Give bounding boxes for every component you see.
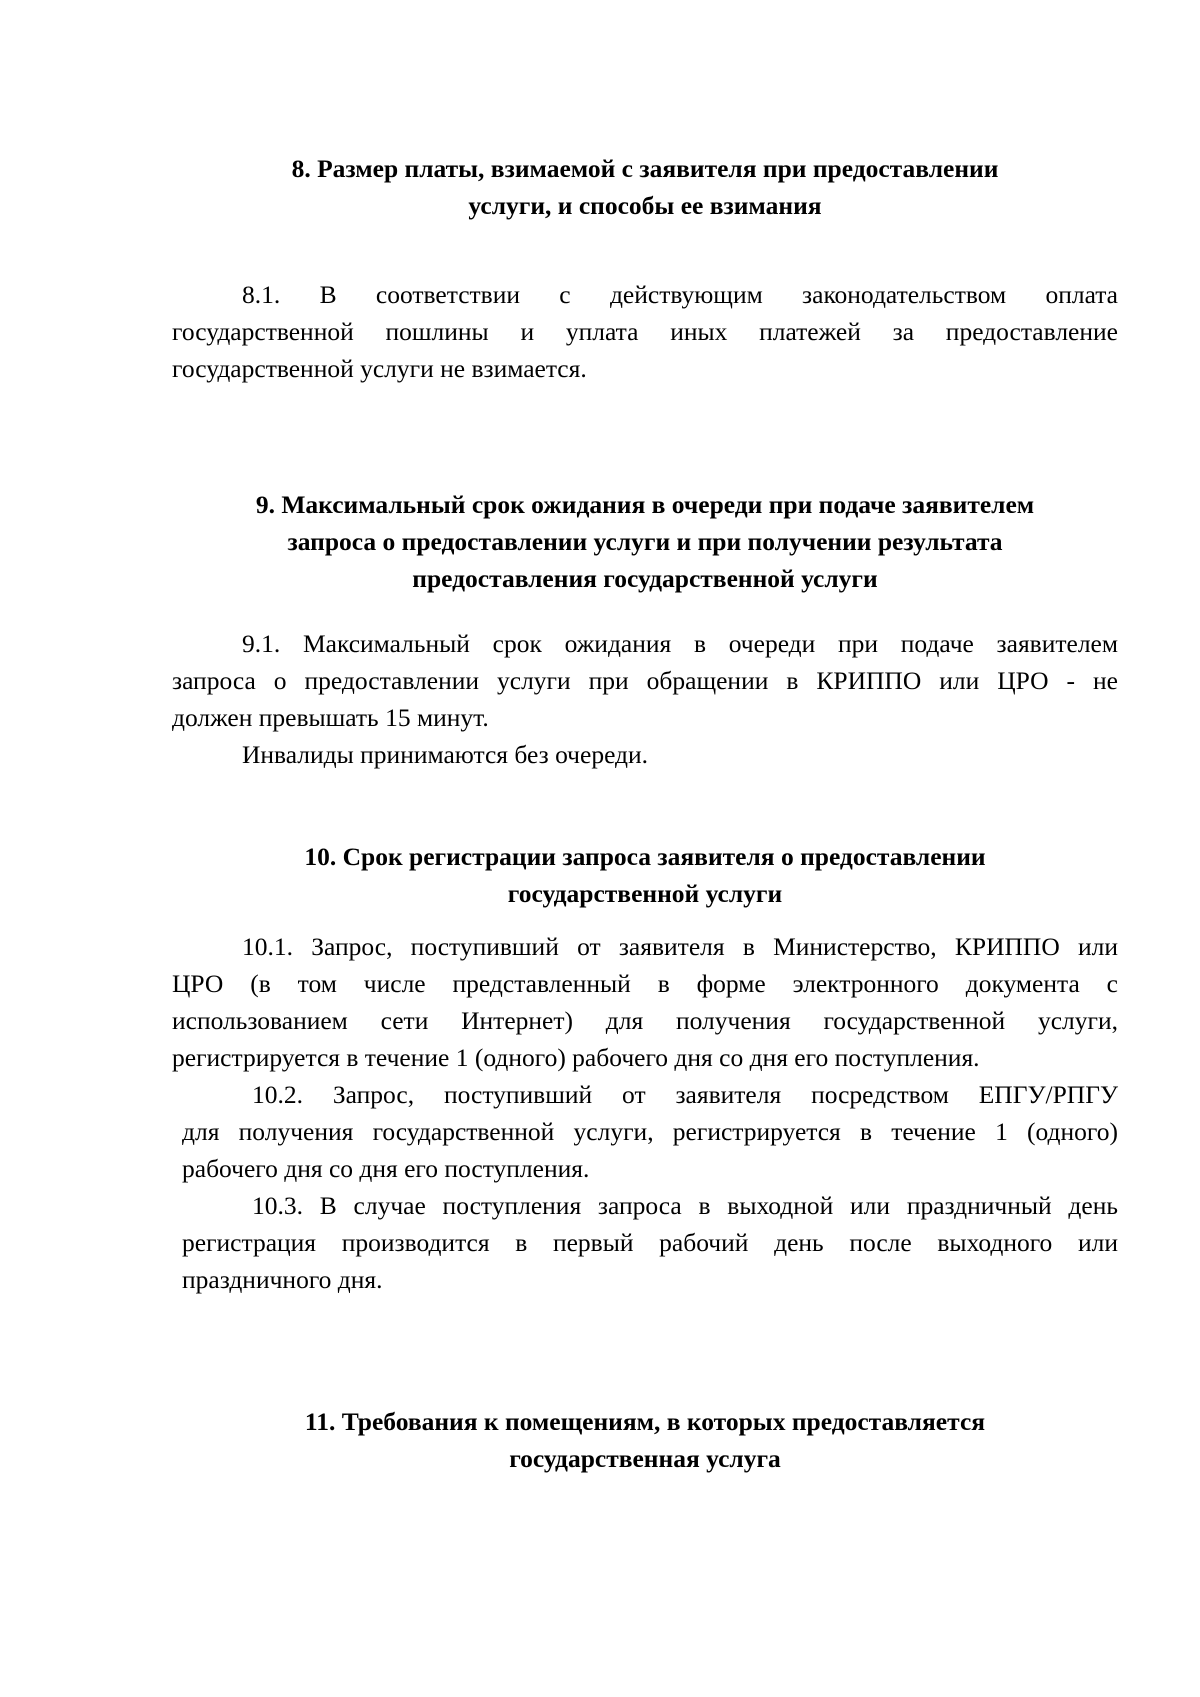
paragraph-line: праздничного дня. — [182, 1265, 383, 1294]
paragraph-8-1 — [172, 276, 1118, 387]
paragraph-line: ЦРО (в том числе представленный в форме электронного документа с — [172, 969, 1118, 998]
paragraph-line: должен превышать 15 минут. — [172, 703, 489, 732]
heading-line: 8. Размер платы, взимаемой с заявителя при предоставлении — [291, 154, 999, 183]
heading-line: 11. Требования к помещениям, в которых предоставляется — [304, 1407, 986, 1436]
paragraph-9-1 — [172, 625, 1118, 736]
paragraph-line: государственной услуги не взимается. — [172, 354, 587, 383]
paragraph-line: регистрируется в течение 1 (одного) рабочего дня со дня его поступления. — [172, 1043, 980, 1072]
paragraph-line: 8.1. В соответствии с действующим законодательством оплата — [242, 280, 1118, 309]
heading-line: 10. Срок регистрации запроса заявителя о предоставлении — [304, 842, 986, 871]
paragraph-10-1 — [172, 928, 1118, 1076]
paragraph-line: запроса о предоставлении услуги при обращении в КРИППО или ЦРО - не — [172, 666, 1118, 695]
section-9-heading — [172, 486, 1118, 597]
heading-line: предоставления государственной услуги — [412, 564, 878, 593]
heading-line: 9. Максимальный срок ожидания в очереди при подаче заявителем — [255, 490, 1035, 519]
paragraph-line: регистрация производится в первый рабочий день после выходного или — [182, 1228, 1118, 1257]
heading-line: запроса о предоставлении услуги и при получении результата — [287, 527, 1003, 556]
heading-line: государственная услуга — [509, 1444, 781, 1473]
paragraph-line: рабочего дня со дня его поступления. — [182, 1154, 590, 1183]
section-11-heading — [172, 1403, 1118, 1477]
section-8-heading — [172, 150, 1118, 224]
paragraph-9-2 — [172, 736, 1118, 773]
paragraph-line: использованием сети Интернет) для получения государственной услуги, — [172, 1006, 1118, 1035]
paragraph-10-3 — [182, 1187, 1118, 1298]
paragraph-line: 9.1. Максимальный срок ожидания в очереди при подаче заявителем — [242, 629, 1118, 658]
paragraph-line: 10.1. Запрос, поступивший от заявителя в Министерство, КРИППО или — [242, 932, 1118, 961]
heading-line: государственной услуги — [507, 879, 783, 908]
paragraph-line: Инвалиды принимаются без очереди. — [242, 740, 649, 769]
heading-line: услуги, и способы ее взимания — [468, 191, 822, 220]
section-10-heading — [172, 838, 1118, 912]
paragraph-line: государственной пошлины и уплата иных платежей за предоставление — [172, 317, 1118, 346]
paragraph-line: для получения государственной услуги, регистрируется в течение 1 (одного) — [182, 1117, 1118, 1146]
paragraph-line: 10.3. В случае поступления запроса в выходной или праздничный день — [252, 1191, 1118, 1220]
paragraph-10-2 — [182, 1076, 1118, 1187]
paragraph-line: 10.2. Запрос, поступивший от заявителя посредством ЕПГУ/РПГУ — [252, 1080, 1118, 1109]
